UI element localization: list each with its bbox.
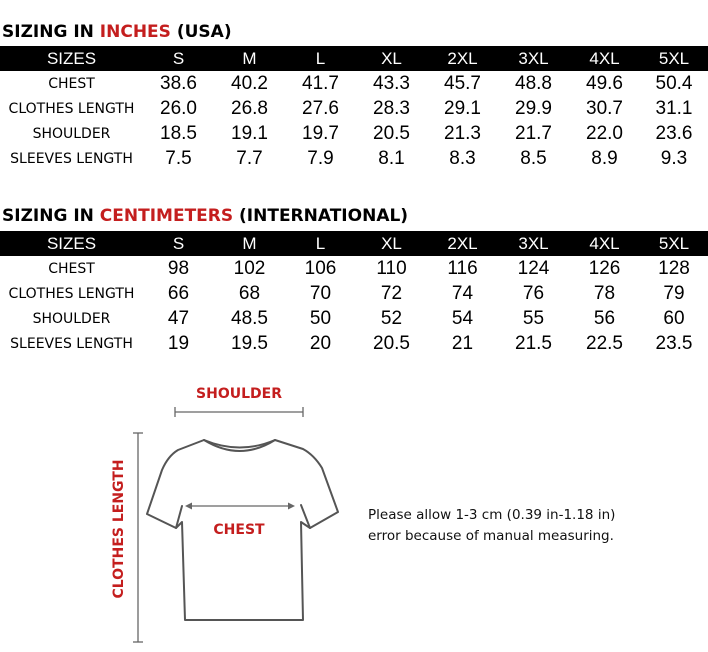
note-line-1: Please allow 1-3 cm (0.39 in-1.18 in) — [368, 507, 616, 523]
table-cell: 50.4 — [655, 72, 693, 94]
table-cell: 54 — [451, 307, 474, 329]
header-cell: 2XL — [447, 233, 478, 253]
chest-measure-arrow — [185, 503, 295, 510]
row-label: SLEEVES LENGTH — [10, 150, 133, 167]
header-cell: 3XL — [518, 233, 549, 253]
header-cell: L — [315, 233, 326, 253]
table-cell: 21.5 — [515, 332, 552, 354]
table-cell: 8.1 — [378, 147, 405, 169]
table-cell: 38.6 — [160, 72, 197, 94]
header-cell: 5XL — [658, 233, 690, 253]
header-cell: SIZES — [46, 48, 97, 68]
cm-title-highlight: CENTIMETERS — [99, 206, 234, 226]
table-cell: 56 — [593, 307, 616, 329]
table-row — [0, 306, 708, 331]
inches-size-table — [0, 46, 708, 171]
table-cell: 20 — [309, 332, 332, 354]
table-cell: 18.5 — [160, 122, 197, 144]
table-cell: 116 — [447, 257, 478, 279]
table-cell: 106 — [304, 257, 337, 279]
table-row — [0, 256, 708, 281]
table-cell: 68 — [238, 282, 261, 304]
table-cell: 29.1 — [444, 97, 481, 119]
table-cell: 50 — [309, 307, 332, 329]
table-row — [0, 96, 708, 121]
chest-label: CHEST — [213, 522, 265, 538]
table-cell: 30.7 — [586, 97, 623, 119]
table-cell: 128 — [658, 257, 690, 279]
header-cell: SIZES — [46, 233, 97, 253]
row-label: CHEST — [48, 75, 95, 92]
table-cell: 43.3 — [373, 72, 410, 94]
table-cell: 8.5 — [520, 147, 547, 169]
table-cell: 9.3 — [660, 147, 688, 169]
header-cell: S — [172, 48, 185, 68]
table-cell: 19.5 — [231, 332, 268, 354]
table-row — [0, 121, 708, 146]
inches-title-highlight: INCHES — [99, 22, 171, 42]
table-row — [0, 281, 708, 306]
inches-header-row — [0, 46, 708, 71]
table-cell: 28.3 — [373, 97, 410, 119]
table-row — [0, 146, 708, 171]
table-cell: 8.3 — [449, 147, 476, 169]
row-label: SHOULDER — [32, 125, 111, 142]
table-cell: 19 — [167, 332, 190, 354]
table-cell: 48.8 — [515, 72, 552, 94]
table-cell: 7.9 — [307, 147, 334, 169]
table-cell: 124 — [517, 257, 550, 279]
shoulder-label: SHOULDER — [196, 386, 282, 402]
note-line-2: error because of manual measuring. — [368, 528, 614, 544]
inches-title-prefix: SIZING IN — [2, 22, 100, 42]
table-cell: 102 — [233, 257, 266, 279]
header-cell: 4XL — [589, 233, 620, 253]
header-cell: 5XL — [658, 48, 690, 68]
row-label: CHEST — [48, 260, 95, 277]
table-row — [0, 331, 708, 356]
inches-title-suffix: (USA) — [170, 22, 232, 42]
table-cell: 22.0 — [586, 122, 623, 144]
table-cell: 20.5 — [373, 122, 410, 144]
table-cell: 78 — [593, 282, 616, 304]
clothes-length-label: CLOTHES LENGTH — [111, 459, 127, 599]
header-cell: 2XL — [447, 48, 478, 68]
cm-title-suffix: (INTERNATIONAL) — [233, 206, 409, 226]
table-cell: 47 — [167, 307, 190, 329]
table-row — [0, 71, 708, 96]
header-cell: XL — [381, 233, 402, 253]
header-cell: 4XL — [589, 48, 620, 68]
table-cell: 22.5 — [586, 332, 623, 354]
header-cell: L — [315, 48, 326, 68]
table-cell: 8.9 — [591, 147, 618, 169]
table-cell: 45.7 — [444, 72, 481, 94]
table-cell: 70 — [309, 282, 332, 304]
measurement-note — [368, 505, 615, 547]
table-cell: 49.6 — [586, 72, 623, 94]
cm-header-row — [0, 231, 708, 256]
table-cell: 40.2 — [231, 72, 268, 94]
length-measure-line — [133, 433, 143, 642]
inches-section-title — [2, 22, 232, 42]
table-cell: 52 — [380, 307, 403, 329]
table-cell: 26.0 — [160, 97, 197, 119]
table-cell: 74 — [451, 282, 474, 304]
centimeters-size-table — [0, 231, 708, 356]
table-cell: 23.5 — [655, 332, 693, 354]
header-cell: XL — [381, 48, 402, 68]
row-label: CLOTHES LENGTH — [8, 100, 135, 117]
table-cell: 76 — [522, 282, 545, 304]
table-cell: 21.7 — [515, 122, 552, 144]
table-cell: 23.6 — [655, 122, 693, 144]
table-cell: 31.1 — [655, 97, 693, 119]
table-cell: 60 — [663, 307, 685, 329]
table-cell: 27.6 — [302, 97, 339, 119]
table-cell: 110 — [376, 257, 407, 279]
table-cell: 26.8 — [231, 97, 268, 119]
table-cell: 19.7 — [302, 122, 339, 144]
table-cell: 126 — [588, 257, 621, 279]
row-label: SLEEVES LENGTH — [10, 335, 133, 352]
header-cell: M — [242, 233, 257, 253]
table-cell: 48.5 — [231, 307, 268, 329]
header-cell: 3XL — [518, 48, 549, 68]
table-cell: 41.7 — [302, 72, 339, 94]
table-cell: 29.9 — [515, 97, 552, 119]
table-cell: 55 — [522, 307, 545, 329]
row-label: CLOTHES LENGTH — [8, 285, 135, 302]
shoulder-measure-line — [175, 407, 303, 417]
row-label: SHOULDER — [32, 310, 111, 327]
table-cell: 21.3 — [444, 122, 481, 144]
table-cell: 19.1 — [231, 122, 268, 144]
centimeters-section-title — [2, 206, 408, 226]
table-cell: 98 — [167, 257, 190, 279]
table-cell: 66 — [167, 282, 190, 304]
table-cell: 79 — [663, 282, 685, 304]
table-cell: 72 — [380, 282, 403, 304]
table-cell: 7.7 — [236, 147, 263, 169]
table-cell: 20.5 — [373, 332, 410, 354]
table-cell: 21 — [451, 332, 474, 354]
header-cell: M — [242, 48, 257, 68]
cm-title-prefix: SIZING IN — [2, 206, 100, 226]
table-cell: 7.5 — [165, 147, 192, 169]
header-cell: S — [172, 233, 185, 253]
